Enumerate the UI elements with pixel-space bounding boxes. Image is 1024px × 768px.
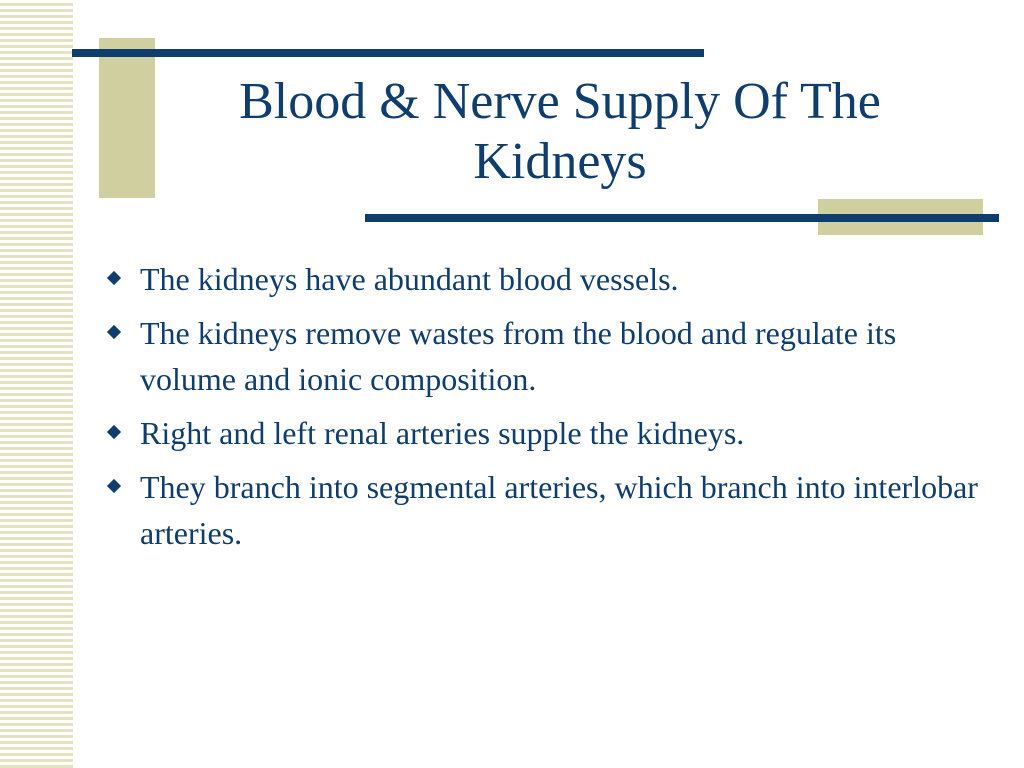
bullet-text: They branch into segmental arteries, which branch into interlobar arteries. bbox=[140, 469, 978, 551]
diamond-bullet-icon bbox=[107, 271, 121, 285]
slide-title-line-1: Blood & Nerve Supply Of The bbox=[239, 73, 881, 130]
bullet-item bbox=[104, 310, 984, 402]
slide-title bbox=[160, 72, 960, 192]
title-rule-bottom bbox=[365, 214, 999, 222]
bullet-item bbox=[104, 256, 984, 302]
bullet-text: The kidneys remove wastes from the blood and regulate its volume and ionic composition. bbox=[140, 315, 897, 397]
accent-block-top bbox=[99, 38, 155, 198]
bullet-text: The kidneys have abundant blood vessels. bbox=[140, 261, 679, 297]
bullet-list bbox=[104, 256, 984, 564]
title-rule-top bbox=[72, 49, 704, 57]
bullet-item bbox=[104, 464, 984, 556]
left-striped-margin bbox=[0, 0, 73, 768]
bullet-item bbox=[104, 410, 984, 456]
bullet-text: Right and left renal arteries supple the kidneys. bbox=[140, 415, 745, 451]
slide-title-line-2: Kidneys bbox=[473, 133, 647, 190]
diamond-bullet-icon bbox=[107, 325, 121, 339]
diamond-bullet-icon bbox=[107, 479, 121, 493]
diamond-bullet-icon bbox=[107, 425, 121, 439]
